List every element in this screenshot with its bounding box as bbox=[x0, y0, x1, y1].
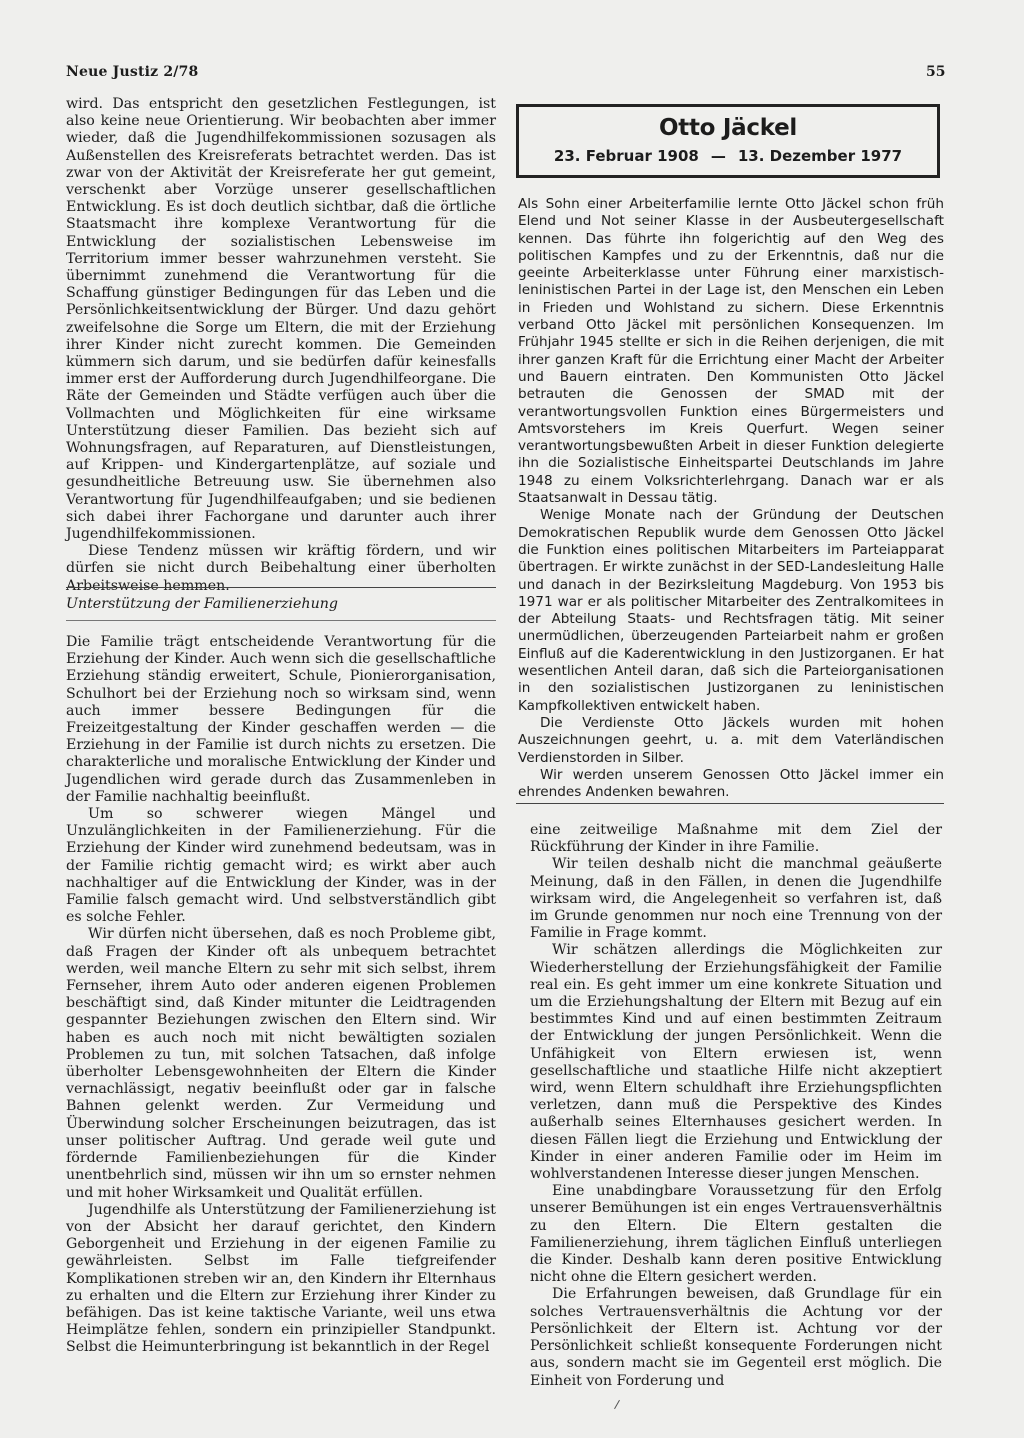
paragraph: Diese Tendenz müssen wir kräftig fördern, und wir dürfen sie nicht durch Beibehaltung einer überholten Arbeitsweise hemmen. bbox=[66, 543, 496, 594]
paragraph: Die Familie trägt entscheidende Verantwortung für die Erziehung der Kinder. Auch wenn sich die gesellschaftliche Erziehung ständig erweitert, Schule, Pionierorganisation, Schulhort bei der Erziehung noch so wirksam sind, wenn auch immer bessere Bedingungen für die Freizeitgestaltung der Kinder geschaffen werden — die Erziehung in der Familie ist durch nichts zu ersetzen. Die charakterliche und moralische Entwicklung der Kinder und Jugendlichen wird gerade durch das Zusammenleben in der Familie nachhaltig beeinflußt. bbox=[66, 634, 496, 805]
date-dash: — bbox=[710, 147, 726, 165]
left-column-top bbox=[66, 96, 496, 595]
death-date: 13. Dezember 1977 bbox=[737, 147, 903, 165]
heading-underline bbox=[66, 620, 496, 621]
obituary-paragraph: Als Sohn einer Arbeiterfamilie lernte Otto Jäckel schon früh Elend und Not seiner Klasse in der Ausbeutergesellschaft kennen. Das führte ihn folgerichtig auf den Weg des politischen Kampfes und zu der Erkenntnis, daß nur die geeinte Arbeiterklasse unter Führung einer marxistisch-leninistischen Partei in der Lage ist, den Menschen ein Leben in Frieden und Wohlstand zu sichern. Diese Erkenntnis verband Otto Jäckel mit persönlichen Konsequenzen. Im Frühjahr 1945 stellte er sich in die Reihen derjenigen, die mit ihrer ganzen Kraft für die Errichtung einer Macht der Arbeiter und Bauern eintraten. Den Kommunisten Otto Jäckel betrauten die Genossen der SMAD mit der verantwortungsvollen Funktion eines Bürgermeisters und Amtsvorstehers im Kreis Querfurt. Wegen seiner verantwortungsbewußten Arbeit in dieser Funktion delegierte ihn die Sozialistische Einheitspartei Deutschlands im Jahre 1948 zu einem Volksrichterlehrgang. Danach war er als Staatsanwalt in Dessau tätig. bbox=[518, 196, 944, 507]
obituary-text bbox=[518, 196, 944, 801]
paragraph: eine zeitweilige Maßnahme mit dem Ziel der Rückführung der Kinder in ihre Familie. bbox=[530, 822, 942, 856]
obituary-divider bbox=[516, 803, 944, 804]
obituary-paragraph: Die Verdienste Otto Jäckels wurden mit hohen Auszeichnungen geehrt, u. a. mit dem Vaterländischen Verdienstorden in Silber. bbox=[518, 714, 944, 766]
birth-date: 23. Februar 1908 bbox=[553, 147, 699, 165]
scan-mark bbox=[614, 1400, 620, 1409]
section-divider bbox=[66, 587, 496, 588]
left-column-bottom bbox=[66, 634, 496, 1357]
paragraph: wird. Das entspricht den gesetzlichen Festlegungen, ist also keine neue Orientierung. Wir beobachten aber immer wieder, daß die Jugendhilfekommissionen sozusagen als Außenstellen des Kreisreferats betrachtet werden. Das ist zwar von der Aktivität der Kreisreferate her gut gemeint, verschenkt aber Vorzüge unserer gesellschaftlichen Entwicklung. Es ist doch deutlich sichtbar, daß die örtliche Staatsmacht ihre komplexe Verantwortung für die Entwicklung der sozialistischen Lebensweise im Territorium immer besser wahrzunehmen versteht. Sie übernimmt zunehmend die Verantwortung für die Schaffung günstiger Bedingungen für das Leben und die Persönlichkeitsentwicklung der Bürger. Und dazu gehört zweifelsohne die Sorge um Eltern, die mit der Erziehung ihrer Kinder nicht zurecht kommen. Die Gemeinden kümmern sich darum, und sie bedürfen dafür keinesfalls immer erst der Aufforderung durch Jugendhilfeorgane. Die Räte der Gemeinden und Städte verfügen auch über die Vollmachten und Möglichkeiten für eine wirksame Unterstützung dieser Familien. Das bezieht sich auf Wohnungsfragen, auf Reparaturen, auf Dienstleistungen, auf Krippen- und Kindergartenplätze, auf soziale und gesundheitliche Betreuung usw. Sie übernehmen also Verantwortung für Jugendhilfeaufgaben; und sie bedienen sich dabei ihrer Fachorgane und darunter auch ihrer Jugendhilfekommissionen. bbox=[66, 96, 496, 543]
obituary-name: Otto Jäckel bbox=[659, 115, 797, 141]
paragraph: Wir dürfen nicht übersehen, daß es noch Probleme gibt, daß Fragen der Kinder oft als unbequem betrachtet werden, weil manche Eltern zu sehr mit sich selbst, ihrem Fernseher, ihrem Auto oder anderen eigenen Problemen beschäftigt sind, daß Kinder mitunter die Leidtragenden gespannter Beziehungen zwischen den Eltern sind. Wir haben es auch noch mit nicht bewältigten sozialen Problemen zu tun, mit solchen Tatsachen, daß infolge überholter Lebensgewohnheiten der Eltern die Kinder vernachlässigt, negativ beeinflußt oder gar in falsche Bahnen gelenkt werden. Zur Vermeidung und Überwindung solcher Erscheinungen beizutragen, das ist unser politischer Auftrag. Und gerade weil gute und fördernde Familienbeziehungen für die Kinder unentbehrlich sind, müssen wir ihn um so ernster nehmen und mit hoher Wirksamkeit und Qualität erfüllen. bbox=[66, 926, 496, 1201]
page-number: 55 bbox=[926, 64, 946, 80]
obituary-title-box bbox=[516, 104, 940, 178]
paragraph: Eine unabdingbare Voraussetzung für den Erfolg unserer Bemühungen ist ein enges Vertrauensverhältnis zu den Eltern. Die Eltern gestalten die Familienerziehung, ihrem täglichen Einfluß unterliegen die Kinder. Deshalb kann deren positive Entwicklung nicht ohne die Eltern gesichert werden. bbox=[530, 1183, 942, 1286]
obituary-paragraph: Wir werden unserem Genossen Otto Jäckel immer ein ehrendes Andenken bewahren. bbox=[518, 766, 944, 801]
paragraph: Um so schwerer wiegen Mängel und Unzulänglichkeiten in der Familienerziehung. Für die Erziehung der Kinder wird zunehmend bedeutsam, was in der Familie richtig gemacht wird; es wirkt aber auch nachhaltiger auf die Entwicklung der Kinder, was in der Familie falsch gemacht wird. Und selbstverständlich gibt es solche Fehler. bbox=[66, 806, 496, 926]
paragraph: Wir schätzen allerdings die Möglichkeiten zur Wiederherstellung der Erziehungsfähigkeit der Familie real ein. Es geht immer um eine konkrete Situation und um die Erziehungshaltung der Eltern mit Bezug auf ein bestimmtes Kind und auf einen bestimmten Zeitraum der Entwicklung der jungen Persönlichkeit. Wenn die Unfähigkeit von Eltern erwiesen ist, wenn gesellschaftliche und staatliche Hilfe nicht akzeptiert wird, wenn Eltern schuldhaft ihre Erziehungspflichten verletzen, dann muß die Perspektive des Kindes außerhalb seines Elternhauses gesichert werden. In diesen Fällen liegt die Erziehung und Entwicklung der Kinder in einer anderen Familie oder im Heim im wohlverstandenen Interesse dieser jungen Menschen. bbox=[530, 942, 942, 1183]
paragraph: Die Erfahrungen beweisen, daß Grundlage für ein solches Vertrauensverhältnis die Achtung vor der Persönlichkeit der Eltern ist. Achtung vor der Persönlichkeit schließt konsequente Forderungen nicht aus, sondern macht sie im Gegenteil erst möglich. Die Einheit von Forderung und bbox=[530, 1286, 942, 1389]
section-heading: Unterstützung der Familienerziehung bbox=[66, 596, 338, 612]
journal-header: Neue Justiz 2/78 bbox=[66, 64, 199, 80]
right-column-bottom bbox=[530, 822, 942, 1390]
paragraph: Wir teilen deshalb nicht die manchmal geäußerte Meinung, daß in den Fällen, in denen die Jugendhilfe wirksam wird, die Angelegenheit so verfahren ist, daß im Grunde genommen nur noch eine Trennung von der Familie in Frage kommt. bbox=[530, 856, 942, 942]
paragraph: Jugendhilfe als Unterstützung der Familienerziehung ist von der Absicht her darauf gerichtet, den Kindern Geborgenheit und Erziehung in der eigenen Familie zu gewährleisten. Selbst im Falle tiefgreifender Komplikationen streben wir an, den Kindern ihr Elternhaus zu erhalten und die Eltern zur Erziehung ihrer Kinder zu befähigen. Das ist keine taktische Variante, weil uns etwa Heimplätze fehlen, sondern ein prinzipieller Standpunkt. Selbst die Heimunterbringung ist bekanntlich in der Regel bbox=[66, 1201, 496, 1356]
obituary-dates bbox=[519, 147, 937, 165]
obituary-paragraph: Wenige Monate nach der Gründung der Deutschen Demokratischen Republik wurde dem Genossen Otto Jäckel die Funktion eines politischen Mitarbeiters im Parteiapparat übertragen. Er wirkte zunächst in der SED-Landesleitung Halle und danach in der Bezirksleitung Magdeburg. Von 1953 bis 1971 war er als politischer Mitarbeiter des Zentralkomitees in der Abteilung Staats- und Rechtsfragen tätig. Mit seiner unermüdlichen, überzeugenden Parteiarbeit nahm er großen Einfluß auf die Kaderentwicklung in den Justizorganen. Er hat wesentlichen Anteil daran, daß sich die Parteiorganisationen in den sozialistischen Justizorganen zu leninistischen Kampfkollektiven entwickelt haben. bbox=[518, 507, 944, 714]
